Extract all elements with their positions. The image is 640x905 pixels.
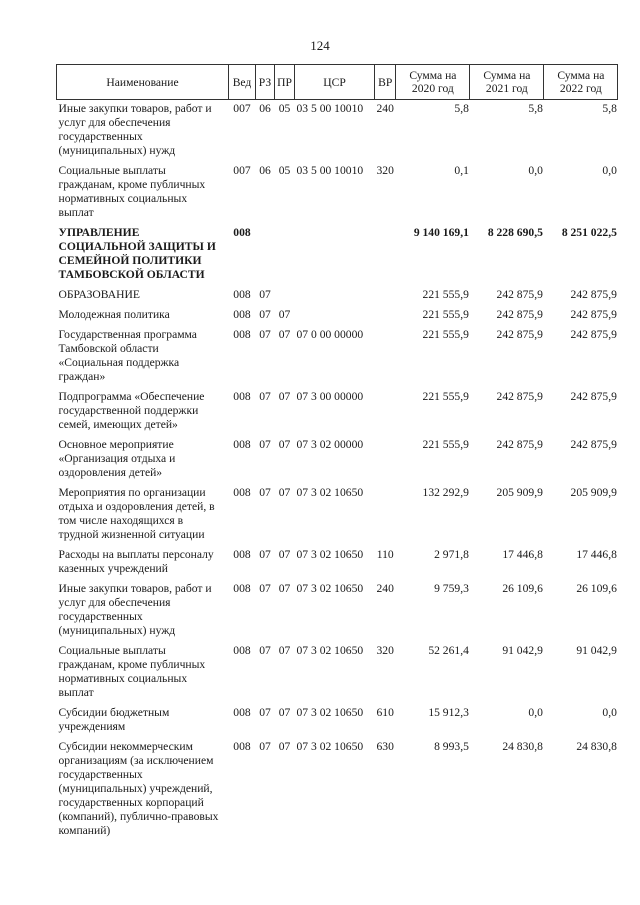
- table-row: [57, 306, 618, 326]
- row-ved-cell: 008: [233, 438, 251, 451]
- row-rz-cell: 06: [259, 102, 271, 115]
- row-name-cell: Иные закупки товаров, работ и услуг для обеспечения государственных (муниципальных) нужд: [58, 102, 212, 157]
- row-ved-cell: 008: [233, 288, 251, 301]
- row-ved-cell: 007: [233, 102, 251, 115]
- table-row: [57, 286, 618, 306]
- row-ved-cell: 008: [233, 582, 251, 595]
- row-sum-2021-cell: 24 830,8: [502, 740, 543, 753]
- row-csr-cell: 07 3 02 10650: [296, 548, 364, 561]
- row-vr-cell: [375, 388, 396, 436]
- row-pr-cell: 07: [278, 582, 291, 595]
- table-body: [57, 100, 618, 843]
- row-csr-cell: 07 3 02 10650: [296, 486, 364, 499]
- table-row: [57, 580, 618, 642]
- row-sum-2020-cell: 9 759,3: [434, 582, 469, 595]
- header-csr: ЦСР: [295, 65, 375, 100]
- row-sum-2021-cell: 242 875,9: [496, 308, 543, 321]
- row-vr-cell: [375, 286, 396, 306]
- row-vr-cell: [375, 436, 396, 484]
- row-sum-2022-cell: 17 446,8: [576, 548, 617, 561]
- row-rz-cell: 07: [259, 328, 271, 341]
- row-sum-2022-cell: 5,8: [602, 102, 617, 115]
- row-sum-2022-cell: 91 042,9: [576, 644, 617, 657]
- row-ved-cell: 008: [233, 548, 251, 561]
- row-sum-2022-cell: 242 875,9: [570, 438, 617, 451]
- row-rz-cell: 07: [259, 706, 271, 719]
- row-csr-cell: 03 5 00 10010: [296, 102, 364, 115]
- row-ved-cell: 008: [233, 308, 251, 321]
- row-sum-2020-cell: 221 555,9: [422, 438, 469, 451]
- row-sum-2020-cell: 5,8: [454, 102, 469, 115]
- row-ved-cell: 007: [233, 164, 251, 177]
- row-csr-cell: 07 3 02 10650: [296, 644, 364, 657]
- row-rz-cell: 07: [259, 288, 271, 301]
- row-ved-cell: 008: [233, 706, 251, 719]
- row-sum-2021-cell: 205 909,9: [496, 486, 543, 499]
- row-name-cell: Субсидии некоммерческим организациям (за исключением государственных (муниципальных) учреждений, государственных корпораций (компаний), публично-правовых компаний): [58, 740, 219, 837]
- row-name-cell: Социальные выплаты гражданам, кроме публичных нормативных социальных выплат: [58, 644, 206, 699]
- row-rz-cell: 07: [259, 438, 271, 451]
- row-name-cell: УПРАВЛЕНИЕ СОЦИАЛЬНОЙ ЗАЩИТЫ И СЕМЕЙНОЙ ПОЛИТИКИ ТАМБОВСКОЙ ОБЛАСТИ: [58, 226, 216, 281]
- row-sum-2020-cell: 8 993,5: [434, 740, 469, 753]
- row-sum-2022-cell: 8 251 022,5: [561, 226, 617, 239]
- header-pr: ПР: [275, 65, 295, 100]
- row-vr-cell: [375, 306, 396, 326]
- row-sum-2020-cell: 132 292,9: [422, 486, 469, 499]
- row-sum-2021-cell: 17 446,8: [502, 548, 543, 561]
- row-rz-cell: 07: [259, 644, 271, 657]
- row-ved-cell: 008: [233, 740, 251, 753]
- row-sum-2020-cell: 221 555,9: [422, 288, 469, 301]
- row-sum-2021-cell: 242 875,9: [496, 288, 543, 301]
- header-sum-2021: Сумма на 2021 год: [470, 65, 544, 100]
- row-sum-2021-cell: 242 875,9: [496, 438, 543, 451]
- row-csr-cell: [295, 286, 375, 306]
- row-name-cell: Молодежная политика: [58, 308, 170, 321]
- row-pr-cell: 07: [278, 548, 291, 561]
- row-sum-2020-cell: 9 140 169,1: [413, 226, 469, 239]
- row-ved-cell: 008: [233, 226, 251, 239]
- row-ved-cell: 008: [233, 486, 251, 499]
- row-csr-cell: 07 3 02 00000: [296, 438, 364, 451]
- row-name-cell: ОБРАЗОВАНИЕ: [58, 288, 140, 301]
- header-name: Наименование: [57, 65, 229, 100]
- row-vr-cell: [375, 484, 396, 546]
- table-row: [57, 388, 618, 436]
- row-vr-cell: [375, 326, 396, 388]
- table-row: [57, 484, 618, 546]
- row-sum-2021-cell: 5,8: [528, 102, 543, 115]
- row-rz-cell: 07: [259, 548, 271, 561]
- row-pr-cell: 07: [278, 390, 291, 403]
- table-row: [57, 100, 618, 163]
- row-vr-cell: 240: [376, 102, 394, 115]
- row-sum-2022-cell: 242 875,9: [570, 308, 617, 321]
- row-sum-2021-cell: 0,0: [528, 164, 543, 177]
- row-name-cell: Государственная программа Тамбовской области «Социальная поддержка граждан»: [58, 328, 197, 383]
- row-pr-cell: 07: [278, 706, 291, 719]
- header-vr: ВР: [375, 65, 396, 100]
- row-csr-cell: 07 3 02 10650: [296, 582, 364, 595]
- row-name-cell: Иные закупки товаров, работ и услуг для обеспечения государственных (муниципальных) нужд: [58, 582, 212, 637]
- row-name-cell: Основное мероприятие «Организация отдыха и оздоровления детей»: [58, 438, 176, 479]
- row-ved-cell: 008: [233, 390, 251, 403]
- table-row: [57, 704, 618, 738]
- row-vr-cell: 110: [376, 548, 394, 561]
- table-row: [57, 224, 618, 286]
- row-sum-2021-cell: 8 228 690,5: [487, 226, 543, 239]
- row-pr-cell: 07: [278, 328, 291, 341]
- row-name-cell: Подпрограмма «Обеспечение государственной поддержки семей, имеющих детей»: [58, 390, 205, 431]
- row-sum-2022-cell: 242 875,9: [570, 288, 617, 301]
- table-header: [57, 65, 618, 100]
- row-sum-2022-cell: 242 875,9: [570, 390, 617, 403]
- row-csr-cell: [295, 224, 375, 286]
- table-row: [57, 326, 618, 388]
- row-sum-2020-cell: 221 555,9: [422, 328, 469, 341]
- row-ved-cell: 008: [233, 328, 251, 341]
- row-vr-cell: 240: [376, 582, 394, 595]
- row-sum-2022-cell: 242 875,9: [570, 328, 617, 341]
- row-sum-2020-cell: 221 555,9: [422, 308, 469, 321]
- row-vr-cell: 630: [376, 740, 394, 753]
- row-vr-cell: 320: [376, 644, 394, 657]
- header-sum-2020: Сумма на 2020 год: [396, 65, 470, 100]
- row-sum-2021-cell: 26 109,6: [502, 582, 543, 595]
- table-row: [57, 546, 618, 580]
- row-csr-cell: [295, 306, 375, 326]
- row-pr-cell: 07: [278, 486, 291, 499]
- row-pr-cell: 07: [278, 740, 291, 753]
- row-rz-cell: 06: [259, 164, 271, 177]
- row-ved-cell: 008: [233, 644, 251, 657]
- row-pr-cell: [275, 286, 295, 306]
- row-sum-2022-cell: 205 909,9: [570, 486, 617, 499]
- row-rz-cell: 07: [259, 486, 271, 499]
- row-rz-cell: 07: [259, 390, 271, 403]
- row-rz-cell: 07: [259, 582, 271, 595]
- row-vr-cell: 320: [376, 164, 394, 177]
- row-pr-cell: 07: [278, 308, 291, 321]
- table-row: [57, 436, 618, 484]
- row-pr-cell: 05: [278, 164, 291, 177]
- row-vr-cell: [375, 224, 396, 286]
- row-csr-cell: 07 0 00 00000: [296, 328, 364, 341]
- table-row: [57, 162, 618, 224]
- row-pr-cell: 07: [278, 644, 291, 657]
- row-sum-2020-cell: 0,1: [454, 164, 469, 177]
- row-sum-2020-cell: 221 555,9: [422, 390, 469, 403]
- row-csr-cell: 03 5 00 10010: [296, 164, 364, 177]
- row-rz-cell: [256, 224, 275, 286]
- row-sum-2021-cell: 242 875,9: [496, 328, 543, 341]
- row-sum-2020-cell: 52 261,4: [428, 644, 469, 657]
- budget-table: [56, 64, 618, 842]
- row-sum-2021-cell: 91 042,9: [502, 644, 543, 657]
- table-row: [57, 642, 618, 704]
- row-sum-2020-cell: 2 971,8: [434, 548, 469, 561]
- header-sum-2022: Сумма на 2022 год: [544, 65, 618, 100]
- row-name-cell: Субсидии бюджетным учреждениям: [58, 706, 170, 733]
- row-sum-2022-cell: 24 830,8: [576, 740, 617, 753]
- row-rz-cell: 07: [259, 308, 271, 321]
- row-sum-2020-cell: 15 912,3: [428, 706, 469, 719]
- row-rz-cell: 07: [259, 740, 271, 753]
- row-vr-cell: 610: [376, 706, 394, 719]
- row-sum-2022-cell: 0,0: [602, 706, 617, 719]
- row-sum-2021-cell: 242 875,9: [496, 390, 543, 403]
- row-pr-cell: 05: [278, 102, 291, 115]
- row-csr-cell: 07 3 02 10650: [296, 706, 364, 719]
- row-pr-cell: 07: [278, 438, 291, 451]
- row-pr-cell: [275, 224, 295, 286]
- table-row: [57, 738, 618, 842]
- header-ved: Вед: [229, 65, 256, 100]
- row-sum-2022-cell: 0,0: [602, 164, 617, 177]
- row-name-cell: Расходы на выплаты персоналу казенных учреждений: [58, 548, 214, 575]
- row-name-cell: Социальные выплаты гражданам, кроме публичных нормативных социальных выплат: [58, 164, 206, 219]
- row-sum-2022-cell: 26 109,6: [576, 582, 617, 595]
- row-sum-2021-cell: 0,0: [528, 706, 543, 719]
- row-name-cell: Мероприятия по организации отдыха и оздоровления детей, в том числе находящихся в трудной жизненной ситуации: [58, 486, 215, 541]
- header-rz: РЗ: [256, 65, 275, 100]
- page-number: 124: [310, 38, 330, 53]
- row-csr-cell: 07 3 00 00000: [296, 390, 364, 403]
- row-csr-cell: 07 3 02 10650: [296, 740, 364, 753]
